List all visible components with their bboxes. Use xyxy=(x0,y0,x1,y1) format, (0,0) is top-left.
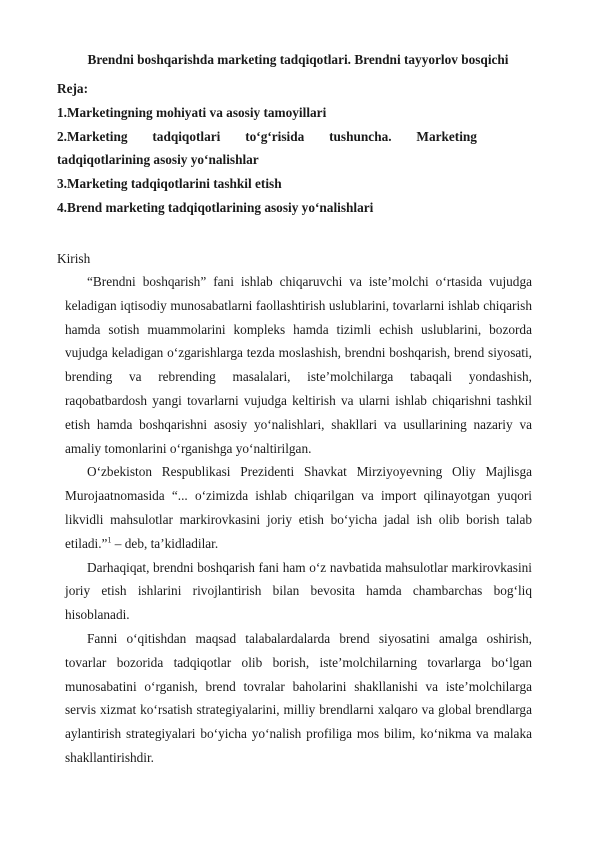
footnote-marker: 1 xyxy=(107,535,112,545)
plan-section xyxy=(57,77,547,220)
plan-item-2-word: Marketing xyxy=(416,128,477,144)
plan-item-4: 4.Brend marketing tadqiqotlarining asosiy yo‘nalishlari xyxy=(57,199,374,215)
paragraph-1: “Brendni boshqarish” fani ishlab chiqaruvchi va iste’molchi o‘rtasida vujudga keladigan iqtisodiy munosabatlarni faollashtirish uslublarini, tovarlarni ishlab chiqarish hamda sotish muammolarini kompleks hamda tizimli echish uslublarini, bozorda vujudga keladigan o‘zgarishlarga tezda moslashish, brendni boshqarish, brend siyosati, brending va rebrending masalalari, iste’molchilarga tabaqali yondashish, raqobatbardosh yangi tovarlarni vujudga keltirish va ularni ishlab chiqarishni tashkil etish hamda boshqarishni asosiy yo‘nalishlari, shakllari va usullarining nazariy va amaliy tomonlarini o‘rganishga yo‘naltirilgan. xyxy=(65,274,532,456)
intro-heading: Kirish xyxy=(57,251,91,266)
plan-item-2-word: to‘g‘risida xyxy=(245,128,305,144)
plan-heading: Reja: xyxy=(57,81,89,96)
body-text xyxy=(65,270,532,770)
plan-item-3: 3.Marketing tadqiqotlarini tashkil etish xyxy=(57,176,282,192)
paragraph-2-tail: – deb, ta’kidladilar. xyxy=(111,535,219,551)
document-title: Brendni boshqarishda marketing tadqiqotlari. Brendni tayyorlov bosqichi xyxy=(87,52,509,67)
plan-item-2 xyxy=(57,125,477,149)
paragraph-4: Fanni o‘qitishdan maqsad talabalardalarda brend siyosatini amalga oshirish, tovarlar bozorida tadqiqotlar olib borish, iste’molchilarning tovarlarga bo‘lgan munosabatini o‘rganish, brend tovralar baholarini shakllanishi va iste’molchilarga servis xizmat ko‘rsatish strategiyalarini, milliy brendlarni xalqaro va global brendlarga aylantirish strategiyalari bo‘yicha yo‘nalish profiliga mos bilim, ko‘nikma va malaka shakllantirishdir. xyxy=(65,630,532,765)
plan-item-2-continuation: tadqiqotlarining asosiy yo‘nalishlar xyxy=(57,152,259,168)
plan-item-2-word: 2.Marketing xyxy=(57,128,128,144)
plan-item-2-word: tadqiqotlari xyxy=(152,128,221,144)
plan-item-2-word: tushuncha. xyxy=(329,128,392,144)
plan-item-1: 1.Marketingning mohiyati va asosiy tamoyillari xyxy=(57,104,327,120)
paragraph-3: Darhaqiqat, brendni boshqarish fani ham o‘z navbatida mahsulotlar markirovkasini joriy etish ishlarini rivojlantirish bilan bevosita hamda chambarchas bog‘liq hisoblanadi. xyxy=(65,559,532,623)
paragraph-2 xyxy=(65,460,532,555)
paragraph-2-text: O‘zbekiston Respublikasi Prezidenti Shavkat Mirziyoyevning Oliy Majlisga Murojaatnomasida “... o‘zimizda ishlab chiqarilgan va import qilinayotgan yuqori likvidli mahsulotlar markirovkasini joriy etish bo‘yicha jadal ish olib borish talab etiladi.” xyxy=(65,464,532,551)
